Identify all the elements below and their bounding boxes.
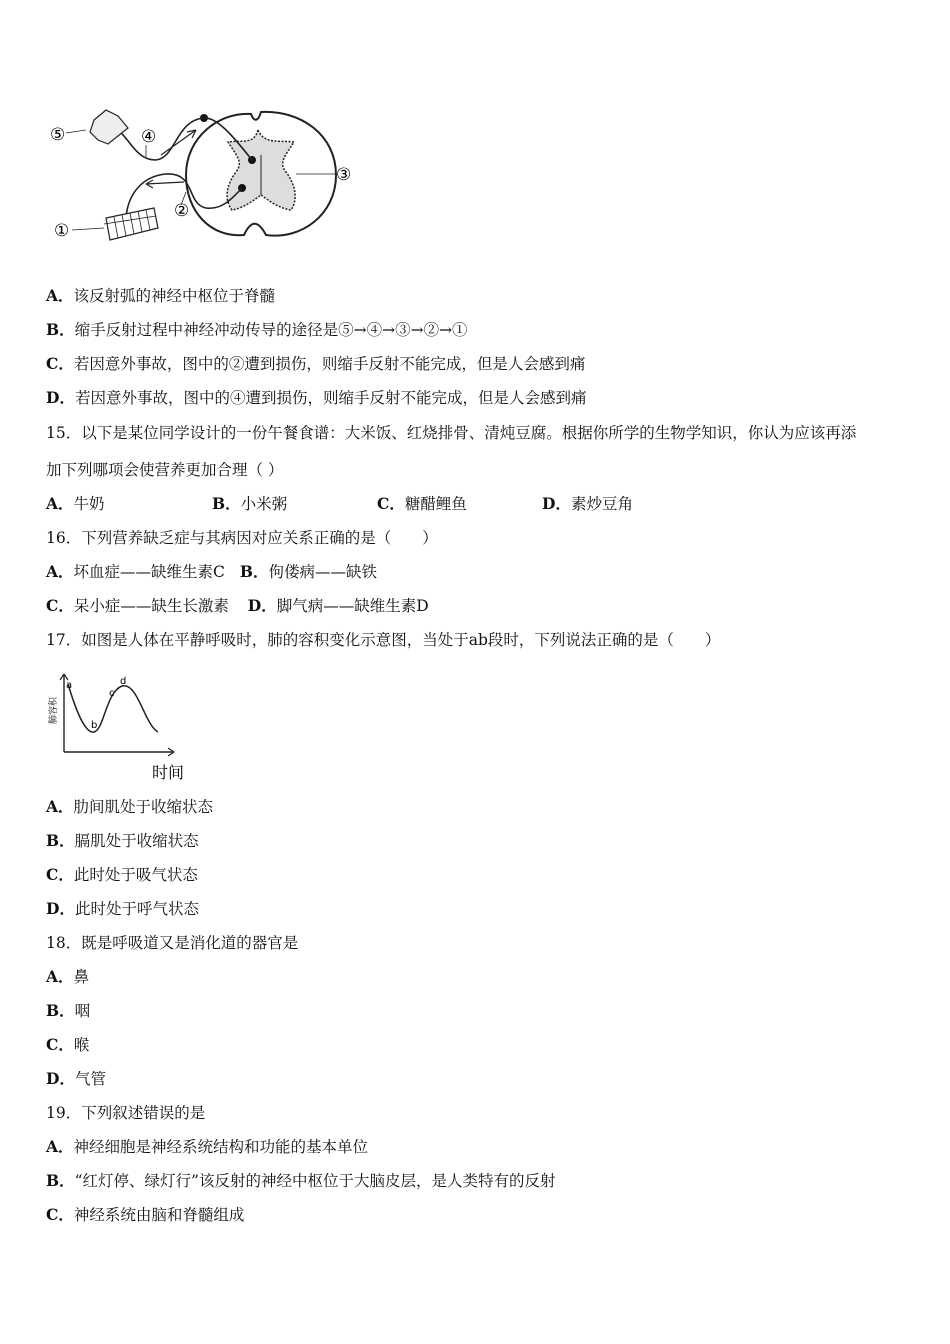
q17-option-b[interactable]: B．膈肌处于收缩状态 xyxy=(46,831,199,850)
q14-option-c[interactable]: C．若因意外事故，图中的②遭到损伤，则缩手反射不能完成，但是人会感到痛 xyxy=(46,354,586,373)
q14-option-b[interactable]: B．缩手反射过程中神经冲动传导的途径是⑤→④→③→②→① xyxy=(46,320,468,339)
q18-option-b[interactable]: B．咽 xyxy=(46,1001,91,1020)
q18-stem: 18．既是呼吸道又是消化道的器官是 xyxy=(46,934,299,952)
q18-option-d[interactable]: D．气管 xyxy=(46,1069,106,1088)
receptor-skin xyxy=(90,110,128,144)
label-2: ② xyxy=(174,201,190,221)
q15-stem-line1: 15．以下是某位同学设计的一份午餐食谱：大米饭、红烧排骨、清炖豆腐。根据你所学的生物学知识，你认为应该再添 xyxy=(46,424,857,442)
q14-option-a[interactable]: A．该反射弧的神经中枢位于脊髓 xyxy=(46,286,276,305)
q18-option-c[interactable]: C．喉 xyxy=(46,1035,90,1054)
q15-option-d[interactable]: D．素炒豆角 xyxy=(542,494,633,513)
reflex-arc-figure xyxy=(46,100,366,250)
q16-options-row1 xyxy=(46,562,377,582)
q19-stem: 19．下列叙述错误的是 xyxy=(46,1104,206,1122)
q16-option-c[interactable]: C．呆小症——缺生长激素 xyxy=(46,596,229,615)
point-b: b xyxy=(91,720,98,731)
q19-option-c[interactable]: C．神经系统由脑和脊髓组成 xyxy=(46,1205,245,1224)
label-5: ⑤ xyxy=(50,125,66,145)
q17-option-c[interactable]: C．此时处于吸气状态 xyxy=(46,865,198,884)
q18-option-a[interactable]: A．鼻 xyxy=(46,967,90,986)
lung-volume-figure xyxy=(46,664,191,784)
q16-options-row2 xyxy=(46,596,429,616)
point-c: c xyxy=(109,688,115,699)
label-4: ④ xyxy=(141,127,157,147)
label-1: ① xyxy=(54,221,70,241)
q14-option-d[interactable]: D．若因意外事故，图中的④遭到损伤，则缩手反射不能完成，但是人会感到痛 xyxy=(46,388,587,407)
y-axis-label: 肺容积 xyxy=(49,696,59,724)
point-d: d xyxy=(120,676,127,687)
q15-option-b[interactable]: B．小米粥 xyxy=(212,494,288,513)
q15-stem-line2: 加下列哪项会使营养更加合理（ ） xyxy=(46,461,284,479)
q17-stem: 17．如图是人体在平静呼吸时，肺的容积变化示意图，当处于ab段时，下列说法正确的是（ ） xyxy=(46,631,721,649)
q17-option-d[interactable]: D．此时处于呼气状态 xyxy=(46,899,199,918)
point-a: a xyxy=(66,680,73,691)
q15-option-a[interactable]: A．牛奶 xyxy=(46,494,105,513)
q17-option-a[interactable]: A．肋间肌处于收缩状态 xyxy=(46,797,214,816)
q16-option-d[interactable]: D．脚气病——缺维生素D xyxy=(247,596,429,615)
q16-option-b[interactable]: B．佝偻病——缺铁 xyxy=(239,562,377,581)
q16-option-a[interactable]: A．坏血症——缺维生素C xyxy=(46,562,225,581)
x-axis-label: 时间 xyxy=(152,763,185,782)
q16-stem: 16．下列营养缺乏症与其病因对应关系正确的是（ ） xyxy=(46,529,438,547)
q15-option-c[interactable]: C．糖醋鲤鱼 xyxy=(377,494,467,513)
label-3: ③ xyxy=(336,165,352,185)
effector-muscle xyxy=(104,208,158,240)
q19-option-a[interactable]: A．神经细胞是神经系统结构和功能的基本单位 xyxy=(46,1137,369,1156)
q19-option-b[interactable]: B．“红灯停、绿灯行”该反射的神经中枢位于大脑皮层，是人类特有的反射 xyxy=(46,1171,556,1190)
